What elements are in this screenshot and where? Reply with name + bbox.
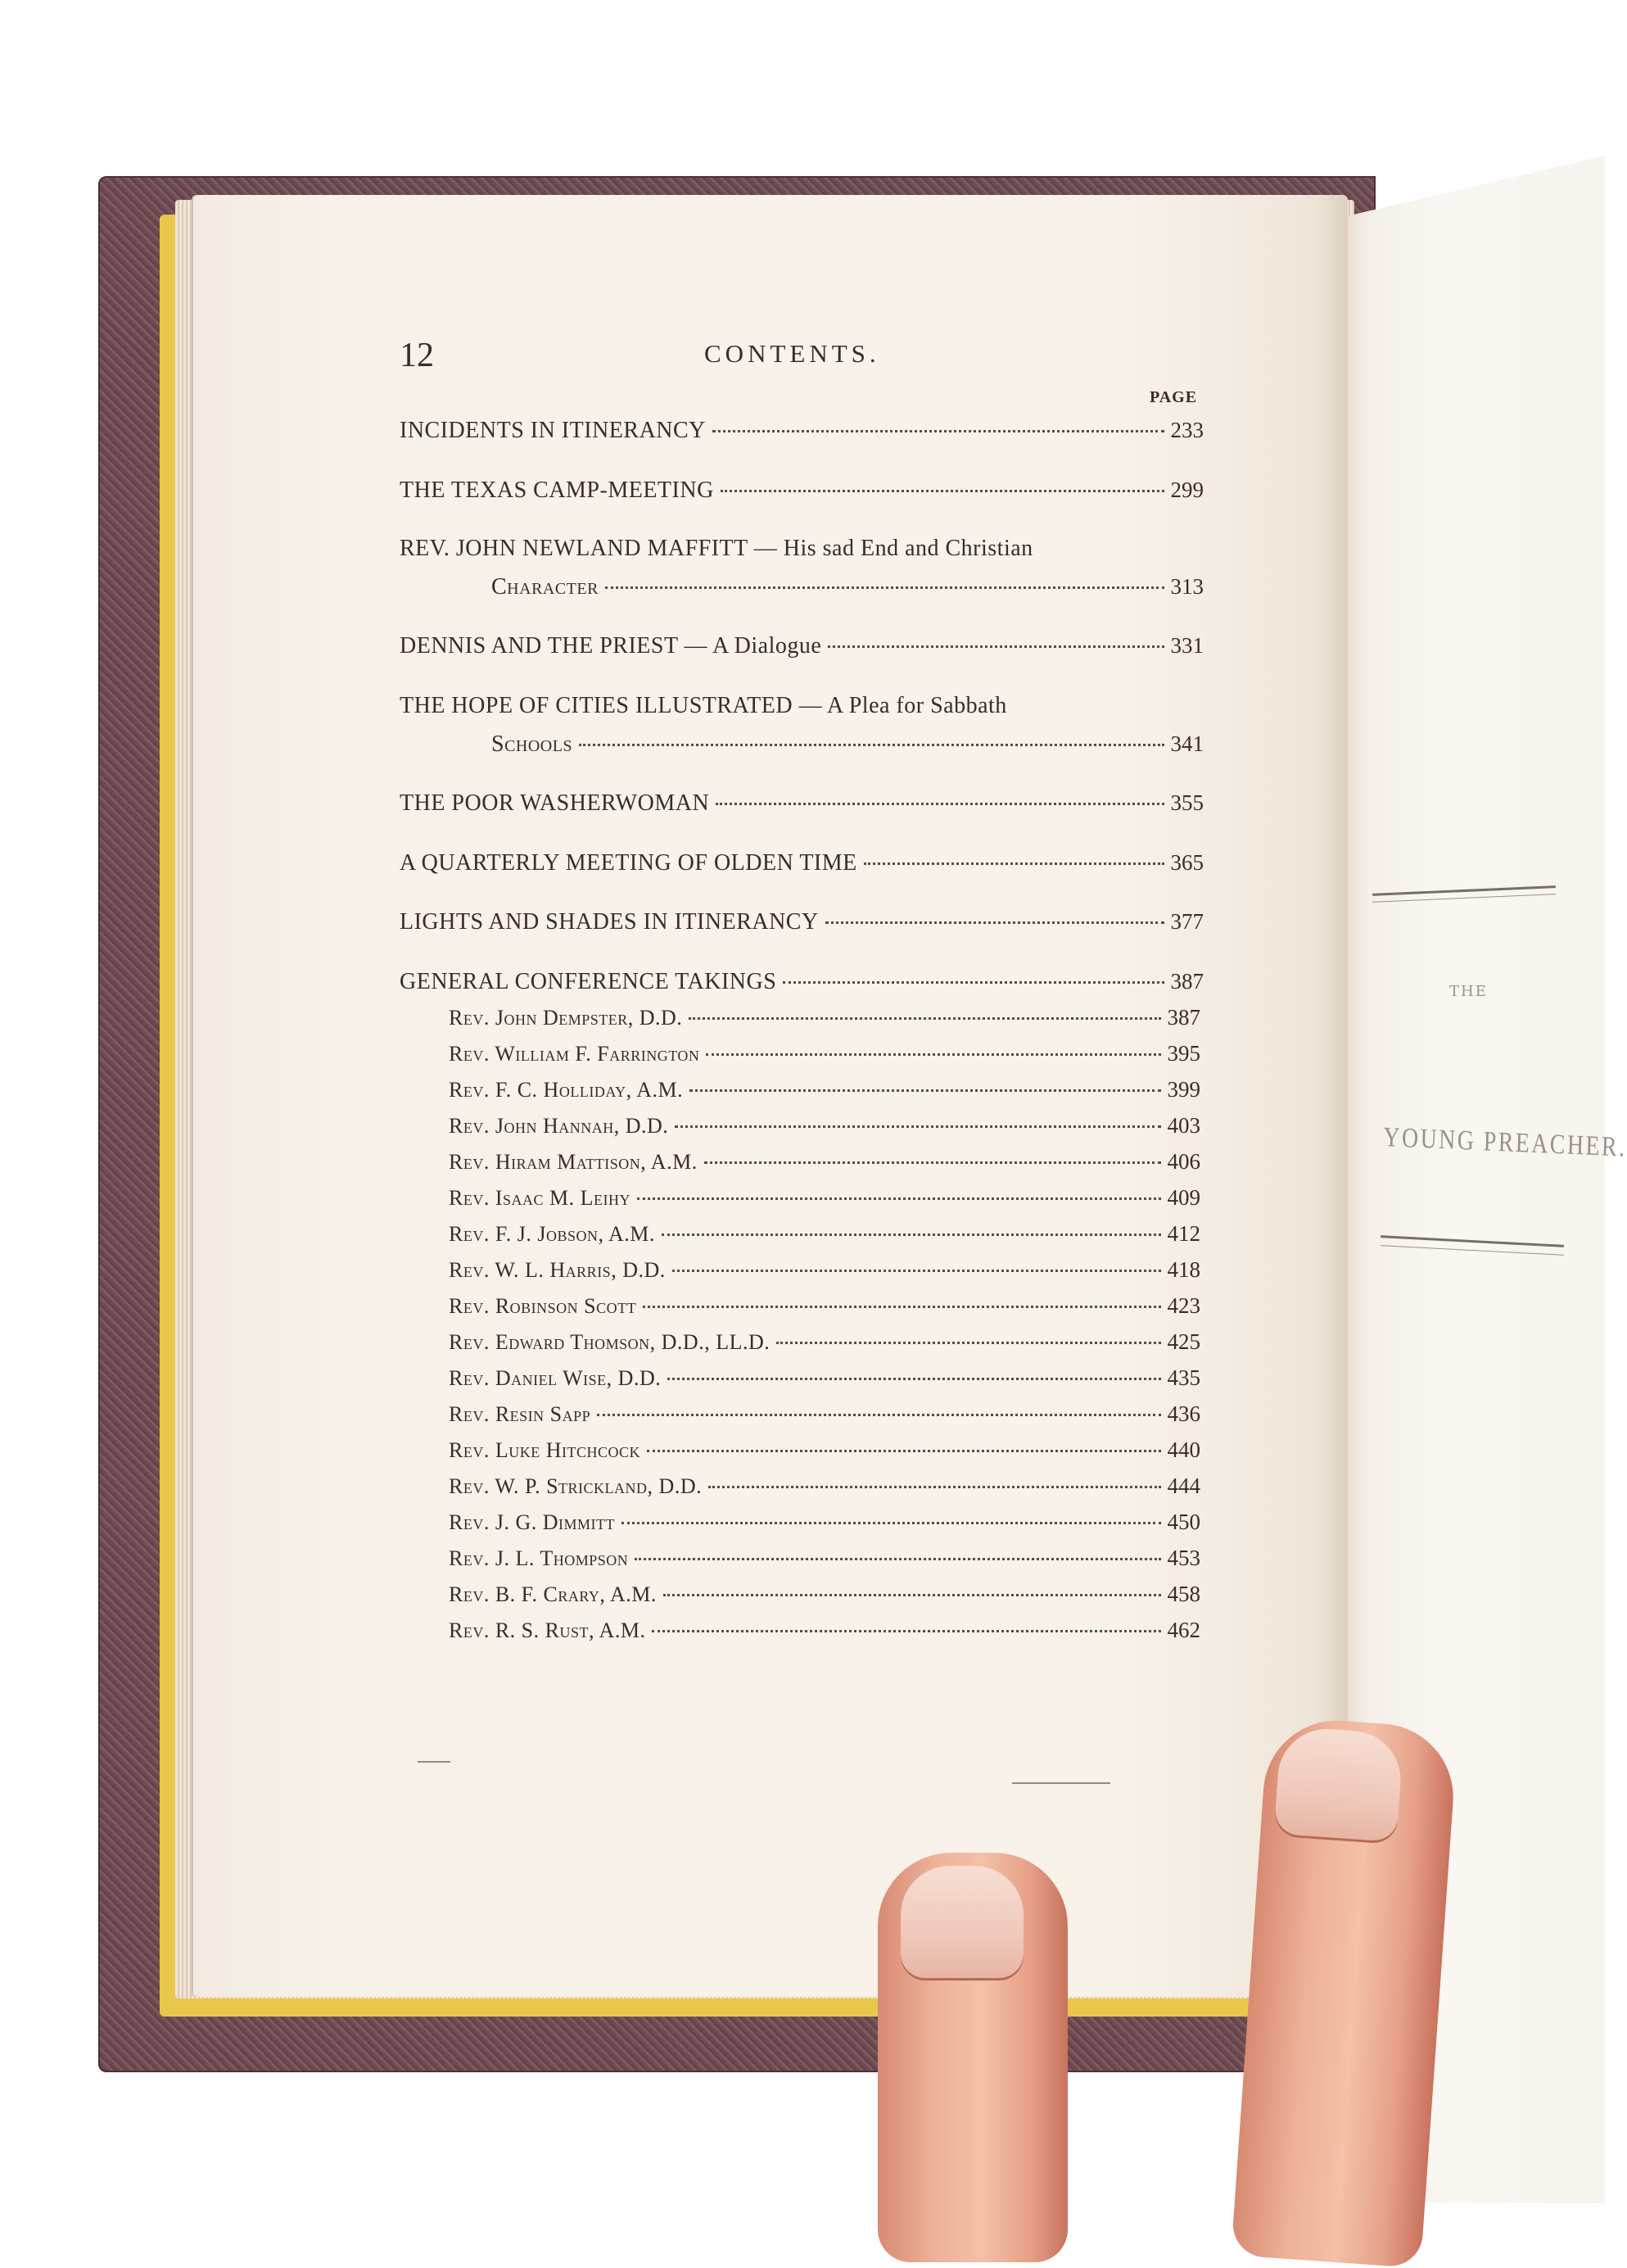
toc-sub-entry-title: Rev. F. J. Jobson, A.M. [449, 1222, 655, 1246]
toc-sub-entry [449, 1289, 1200, 1322]
toc-entry [491, 727, 1204, 760]
toc-sub-entry [449, 1325, 1200, 1358]
toc-sub-entry [449, 1001, 1200, 1034]
fingernail-left [901, 1866, 1024, 1981]
toc-sub-entry [449, 1614, 1200, 1646]
toc-sub-entry-title: Rev. Isaac M. Leihy [449, 1186, 630, 1210]
toc-sub-entry [449, 1397, 1200, 1430]
toc-entry-page: 313 [1170, 574, 1204, 599]
toc-sub-entry-title: Rev. John Hannah, D.D. [449, 1114, 669, 1138]
toc-sub-entry-page: 418 [1167, 1257, 1200, 1282]
toc-sub-entry-page: 462 [1167, 1618, 1200, 1642]
toc-entry-title: DENNIS AND THE PRIEST — A Dialogue [400, 633, 822, 659]
toc-sub-entry-title: Rev. B. F. Crary, A.M. [449, 1582, 657, 1606]
toc-entry-page: 387 [1170, 969, 1204, 994]
toc-sub-entry-page: 399 [1167, 1077, 1200, 1102]
toc-entry [400, 786, 1204, 819]
toc-sub-entry-title: Rev. J. G. Dimmitt [449, 1510, 615, 1534]
toc-sub-entry-page: 453 [1167, 1546, 1200, 1570]
toc-entry-page: 365 [1170, 850, 1204, 875]
toc-sub-entry-title: Rev. William F. Farrington [449, 1042, 700, 1066]
toc-entry-title: LIGHTS AND SHADES IN ITINERANCY [400, 909, 819, 935]
contents-heading: CONTENTS. [704, 339, 880, 368]
toc-sub-entry-page: 409 [1167, 1185, 1200, 1210]
toc-sub-entry [449, 1541, 1200, 1574]
toc-entry-title: THE TEXAS CAMP-MEETING [400, 478, 714, 503]
toc-entry-title: GENERAL CONFERENCE TAKINGS [400, 969, 777, 994]
toc-sub-entry-page: 387 [1167, 1005, 1200, 1030]
toc-sub-entry-page: 435 [1167, 1365, 1200, 1390]
toc-sub-entry-title: Rev. John Dempster, D.D. [449, 1006, 683, 1030]
toc-sub-entry-page: 444 [1167, 1474, 1200, 1498]
toc-entry [491, 570, 1204, 603]
toc-sub-entry-page: 425 [1167, 1329, 1200, 1354]
toc-entry [400, 905, 1204, 938]
facing-page-title: YOUNG PREACHER. [1382, 1122, 1627, 1163]
page-column-label: PAGE [1150, 388, 1198, 406]
toc-sub-entry-title: Rev. Hiram Mattison, A.M. [449, 1150, 698, 1174]
fingernail-right [1273, 1726, 1403, 1845]
toc-sub-entry-page: 440 [1167, 1437, 1200, 1462]
toc-entry-page: 377 [1170, 909, 1204, 934]
toc-entry [400, 846, 1204, 879]
toc-sub-entry-title: Rev. Resin Sapp [449, 1402, 591, 1426]
toc-sub-entry [449, 1578, 1200, 1610]
toc-entry-continuation: Schools [491, 731, 573, 757]
toc-sub-entry-title: Rev. W. L. Harris, D.D. [449, 1258, 666, 1282]
toc-sub-entry-page: 436 [1167, 1401, 1200, 1426]
toc-sub-entry-title: Rev. Edward Thomson, D.D., LL.D. [449, 1330, 771, 1354]
toc-sub-entry-title: Rev. Daniel Wise, D.D. [449, 1366, 662, 1390]
toc-entry-page: 233 [1170, 418, 1204, 442]
toc-entry [400, 473, 1204, 506]
toc-sub-entry [449, 1037, 1200, 1070]
toc-sub-entry [449, 1361, 1200, 1394]
page-number: 12 [400, 337, 434, 374]
toc-entry-page: 355 [1170, 790, 1204, 815]
toc-sub-entry [449, 1469, 1200, 1502]
page-mark-right [1012, 1782, 1110, 1784]
toc-sub-entry-page: 406 [1167, 1149, 1200, 1174]
toc-sub-entry-title: Rev. R. S. Rust, A.M. [449, 1618, 646, 1642]
toc-entry-title: INCIDENTS IN ITINERANCY [400, 418, 706, 443]
toc-sub-entry [449, 1253, 1200, 1286]
toc-sub-entry [449, 1181, 1200, 1214]
toc-sub-entry-title: Rev. J. L. Thompson [449, 1546, 629, 1570]
toc-sub-entry-title: Rev. W. P. Strickland, D.D. [449, 1474, 703, 1498]
toc-sub-entry-page: 412 [1167, 1221, 1200, 1246]
toc-sub-entry [449, 1145, 1200, 1178]
facing-page-small-text: THE [1449, 983, 1488, 1000]
toc-sub-entry [449, 1073, 1200, 1106]
toc-sub-entry-title: Rev. F. C. Holliday, A.M. [449, 1078, 684, 1102]
toc-entry [400, 965, 1204, 998]
toc-sub-entry [449, 1109, 1200, 1142]
page-mark-left [418, 1761, 450, 1763]
toc-sub-entry [449, 1217, 1200, 1250]
toc-entry-title: THE HOPE OF CITIES ILLUSTRATED — A Plea for Sabbath [400, 693, 1007, 718]
toc-sub-entry-page: 403 [1167, 1113, 1200, 1138]
toc-sub-entry-page: 395 [1167, 1041, 1200, 1066]
toc-sub-entry-page: 450 [1167, 1510, 1200, 1534]
toc-sub-entry [449, 1433, 1200, 1466]
toc-sub-entry-page: 458 [1167, 1582, 1200, 1606]
toc-entry-title: REV. JOHN NEWLAND MAFFITT — His sad End and Christian [400, 536, 1033, 561]
toc-entry [400, 414, 1204, 446]
toc-entry-title: THE POOR WASHERWOMAN [400, 790, 710, 816]
toc-entry-page: 331 [1170, 633, 1204, 658]
toc-entry-page: 341 [1170, 731, 1204, 756]
toc-sub-entry-title: Rev. Robinson Scott [449, 1294, 637, 1318]
toc-sub-entry [449, 1505, 1200, 1538]
toc-sub-entry-title: Rev. Luke Hitchcock [449, 1438, 640, 1462]
toc-entry-title: A QUARTERLY MEETING OF OLDEN TIME [400, 850, 857, 876]
toc-entry [400, 629, 1204, 662]
toc-sub-entry-page: 423 [1167, 1293, 1200, 1318]
toc-entry-continuation: Character [491, 574, 599, 600]
toc-entry-page: 299 [1170, 478, 1204, 502]
